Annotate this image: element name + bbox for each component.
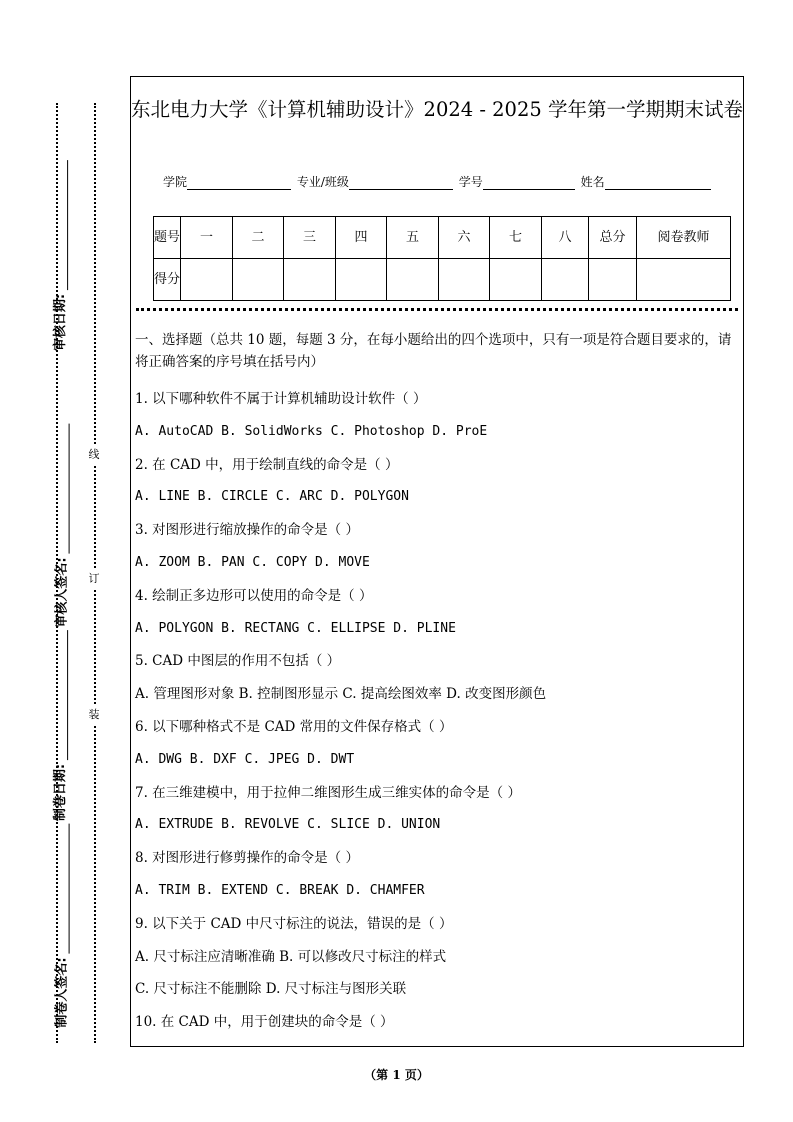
score-table [153,216,731,301]
college-blank[interactable] [187,176,291,190]
compile-date-blank[interactable] [55,630,68,760]
score-cell[interactable] [181,259,233,301]
score-col-6: 六 [439,217,490,259]
score-table-header-row [154,217,731,259]
question-10: 10. 在 CAD 中，用于创建块的命令是（ ） [135,1014,394,1031]
name-label: 姓名 [580,175,605,189]
score-label: 得分 [154,259,181,301]
bind-word-line: 线 [86,446,102,464]
name-blank[interactable] [605,176,711,190]
review-date-field [49,160,68,351]
compile-date-label: 制卷日期: [53,763,69,822]
score-cell[interactable] [233,259,284,301]
question-3: 3. 对图形进行缩放操作的命令是（ ） [135,522,359,539]
major-class-label: 专业/班级 [296,175,349,189]
score-col-5: 五 [387,217,439,259]
compiler-signature-field [51,823,70,1027]
dotted-separator [136,308,738,311]
score-col-7: 七 [490,217,542,259]
question-5: 5. CAD 中图层的作用不包括（ ） [135,653,341,670]
score-col-2: 二 [233,217,284,259]
question-4-options: A. POLYGON B. RECTANG C. ELLIPSE D. PLINE [135,620,456,636]
compiler-signature-label: 制卷人签名: [54,957,70,1028]
score-cell[interactable] [284,259,336,301]
score-col-1: 一 [181,217,233,259]
score-table-score-row [154,259,731,301]
review-date-blank[interactable] [55,160,68,290]
question-7-options: A. EXTRUDE B. REVOLVE C. SLICE D. UNION [135,817,441,833]
section-1-content [135,329,737,1039]
score-cell[interactable] [542,259,589,301]
score-col-8: 八 [542,217,589,259]
college-label: 学院 [163,175,188,189]
score-col-4: 四 [336,217,387,259]
question-number-label: 题号 [154,217,181,259]
student-id-blank[interactable] [483,176,575,190]
question-6: 6. 以下哪种格式不是 CAD 常用的文件保存格式（ ） [135,718,453,735]
question-4: 4. 绘制正多边形可以使用的命令是（ ） [135,587,373,604]
question-2-options: A. LINE B. CIRCLE C. ARC D. POLYGON [135,489,409,505]
bind-word-bind: 装 [86,706,102,724]
exam-title: 东北电力大学《计算机辅助设计》2024 - 2025 学年第一学期期末试卷 [131,98,743,121]
question-8: 8. 对图形进行修剪操作的命令是（ ） [135,850,359,867]
major-class-blank[interactable] [349,176,453,190]
section-1-instructions: 一、选择题（总共 10 题，每题 3 分，在每小题给出的四个选项中，只有一项是符合题目要求的，请将正确答案的序号填在括号内） [135,332,732,370]
score-col-grader: 阅卷教师 [637,217,731,259]
student-id-label: 学号 [458,175,483,189]
question-7: 7. 在三维建模中，用于拉伸二维图形生成三维实体的命令是（ ） [135,784,521,801]
question-9-options-line-2: C. 尺寸标注不能删除 D. 尺寸标注与图形关联 [135,981,407,998]
question-1: 1. 以下哪种软件不属于计算机辅助设计软件（ ） [135,391,427,407]
score-cell[interactable] [589,259,637,301]
page-number: （第 1 页） [364,1068,429,1082]
question-9: 9. 以下关于 CAD 中尺寸标注的说法，错误的是（ ） [135,915,453,932]
review-date-label: 审核日期: [53,293,69,352]
score-cell[interactable] [490,259,542,301]
score-cell[interactable] [637,259,731,301]
exam-frame [130,76,744,1047]
student-info-row [163,173,713,190]
question-3-options: A. ZOOM B. PAN C. COPY D. MOVE [135,554,370,570]
question-8-options: A. TRIM B. EXTEND C. BREAK D. CHAMFER [135,882,425,898]
question-5-options: A. 管理图形对象 B. 控制图形显示 C. 提高绘图效率 D. 改变图形颜色 [135,686,547,703]
reviewer-signature-label: 审核人签名: [54,557,70,628]
score-cell[interactable] [336,259,387,301]
question-1-options: A. AutoCAD B. SolidWorks C. Photoshop D. ProE [135,423,488,439]
score-col-3: 三 [284,217,336,259]
question-6-options: A. DWG B. DXF C. JPEG D. DWT [135,751,355,767]
score-cell[interactable] [439,259,490,301]
question-2: 2. 在 CAD 中，用于绘制直线的命令是（ ） [135,456,399,473]
bind-word-order: 订 [86,570,102,588]
score-col-total: 总分 [589,217,637,259]
score-cell[interactable] [387,259,439,301]
question-9-options-line-1: A. 尺寸标注应清晰准确 B. 可以修改尺寸标注的样式 [135,948,447,965]
compile-date-field [49,630,68,821]
reviewer-signature-blank[interactable] [57,423,70,553]
compiler-signature-blank[interactable] [57,823,70,953]
reviewer-signature-field [51,423,70,627]
